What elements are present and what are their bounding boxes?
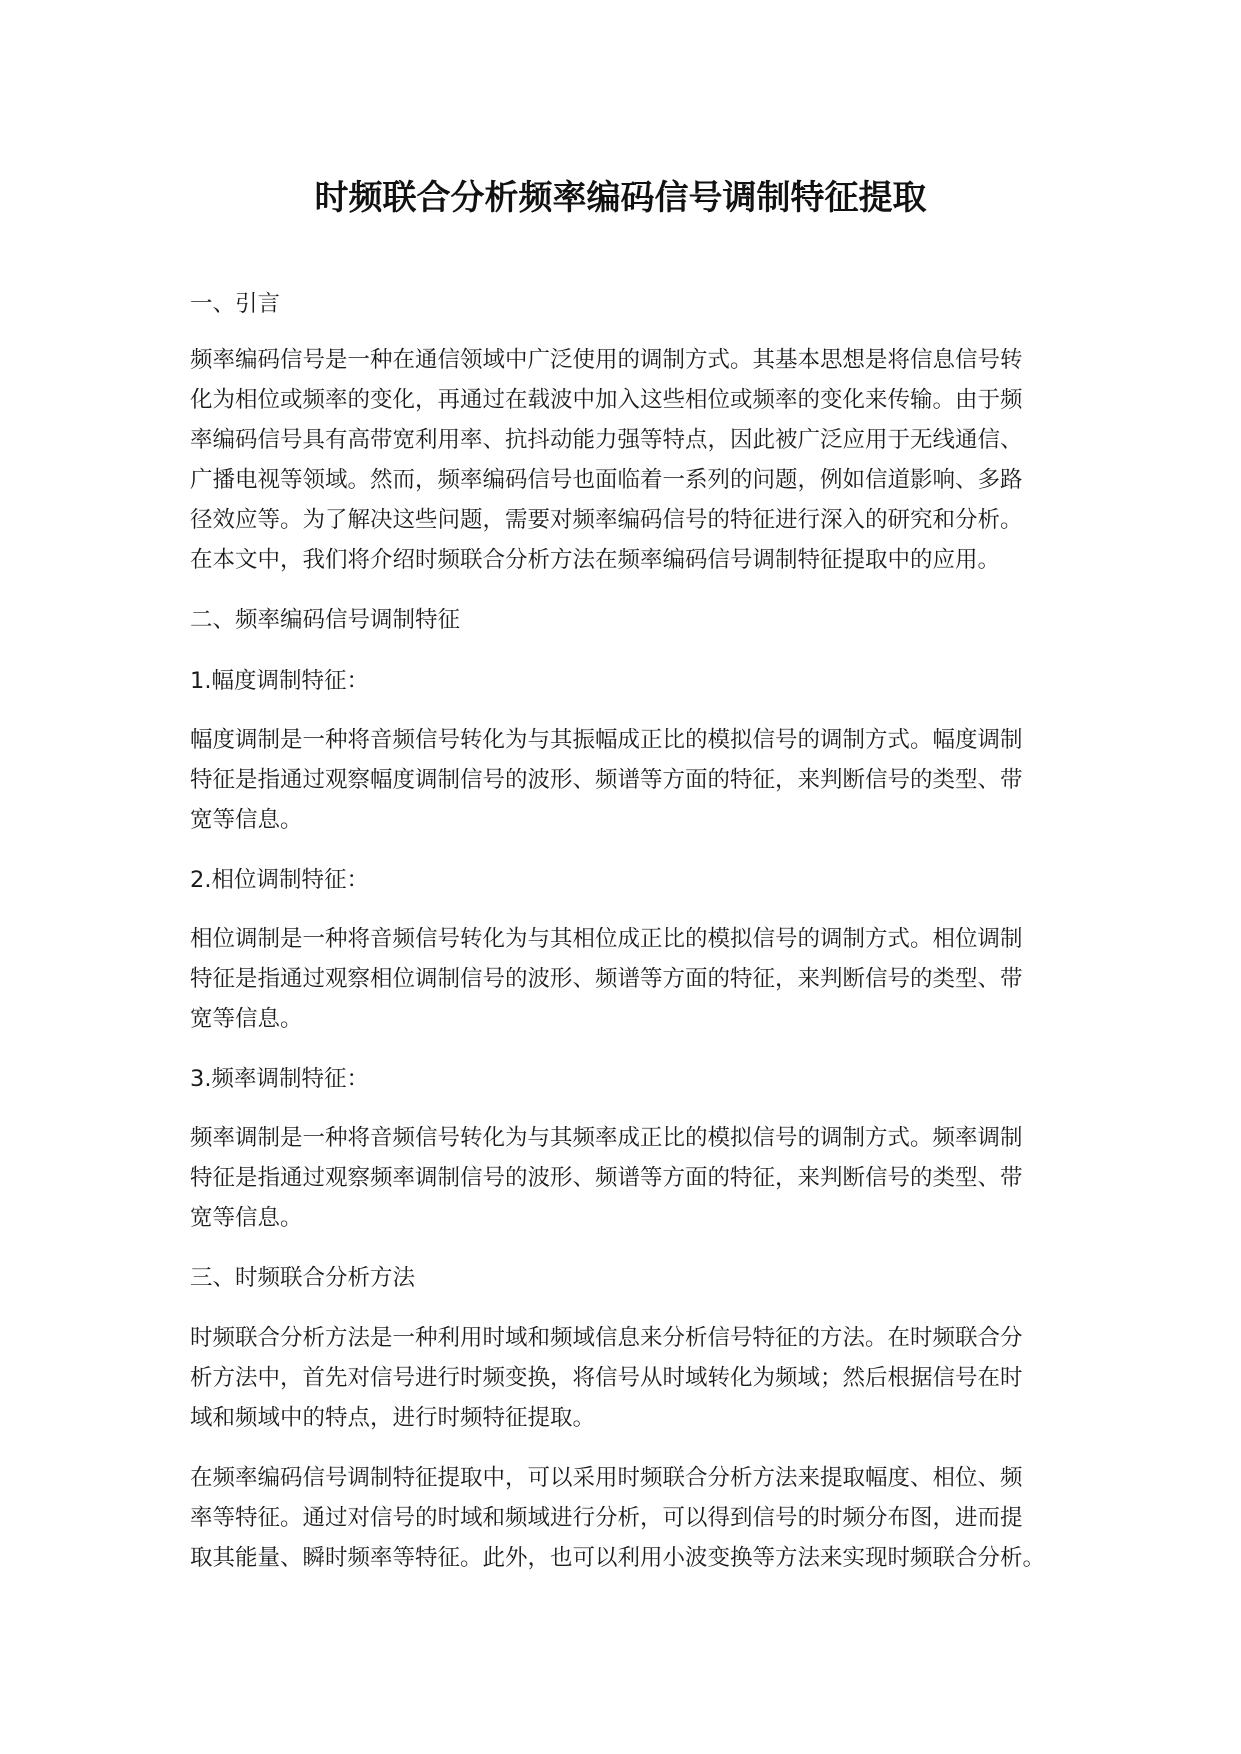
paragraph-line: 取其能量、瞬时频率等特征。此外，也可以利用小波变换等方法来实现时频联合分析。 [190,1545,1046,1571]
paragraph-line: 域和频域中的特点，进行时频特征提取。 [190,1405,596,1431]
paragraph-line: 率编码信号具有高带宽利用率、抗抖动能力强等特点，因此被广泛应用于无线通信、 [190,427,1023,453]
phase-paragraph [190,919,1050,1039]
subsection-heading-amplitude: 1.幅度调制特征： [190,668,369,694]
paragraph-line: 幅度调制是一种将音频信号转化为与其振幅成正比的模拟信号的调制方式。幅度调制 [190,727,1023,753]
subsection-heading-frequency: 3.频率调制特征： [190,1066,369,1092]
paragraph-line: 析方法中，首先对信号进行时频变换，将信号从时域转化为频域；然后根据信号在时 [190,1365,1023,1391]
paragraph-line: 特征是指通过观察幅度调制信号的波形、频谱等方面的特征，来判断信号的类型、带 [190,767,1023,793]
intro-paragraph [190,340,1050,580]
paragraph-line: 频率编码信号是一种在通信领域中广泛使用的调制方式。其基本思想是将信息信号转 [190,347,1023,373]
method-paragraph-1 [190,1318,1050,1438]
paragraph-line: 在频率编码信号调制特征提取中，可以采用时频联合分析方法来提取幅度、相位、频 [190,1465,1023,1491]
amplitude-paragraph [190,720,1050,840]
paragraph-line: 径效应等。为了解决这些问题，需要对频率编码信号的特征进行深入的研究和分析。 [190,507,1023,533]
section-heading-method: 三、时频联合分析方法 [190,1265,416,1291]
paragraph-line: 宽等信息。 [190,1205,303,1231]
paragraph-line: 频率调制是一种将音频信号转化为与其频率成正比的模拟信号的调制方式。频率调制 [190,1125,1023,1151]
paragraph-line: 宽等信息。 [190,1006,303,1032]
method-paragraph-2 [190,1458,1050,1578]
paragraph-line: 在本文中，我们将介绍时频联合分析方法在频率编码信号调制特征提取中的应用。 [190,547,1001,573]
subsection-heading-phase: 2.相位调制特征： [190,867,369,893]
paragraph-line: 时频联合分析方法是一种利用时域和频域信息来分析信号特征的方法。在时频联合分 [190,1325,1023,1351]
paragraph-line: 广播电视等领域。然而，频率编码信号也面临着一系列的问题，例如信道影响、多路 [190,467,1023,493]
paragraph-line: 宽等信息。 [190,807,303,833]
section-heading-features: 二、频率编码信号调制特征 [190,607,461,633]
frequency-paragraph [190,1118,1050,1238]
section-heading-intro: 一、引言 [190,291,281,317]
paragraph-line: 特征是指通过观察相位调制信号的波形、频谱等方面的特征，来判断信号的类型、带 [190,966,1023,992]
document-title: 时频联合分析频率编码信号调制特征提取 [314,178,927,218]
paragraph-line: 率等特征。通过对信号的时域和频域进行分析，可以得到信号的时频分布图，进而提 [190,1505,1023,1531]
paragraph-line: 化为相位或频率的变化，再通过在载波中加入这些相位或频率的变化来传输。由于频 [190,387,1023,413]
paragraph-line: 特征是指通过观察频率调制信号的波形、频谱等方面的特征，来判断信号的类型、带 [190,1165,1023,1191]
paragraph-line: 相位调制是一种将音频信号转化为与其相位成正比的模拟信号的调制方式。相位调制 [190,926,1023,952]
